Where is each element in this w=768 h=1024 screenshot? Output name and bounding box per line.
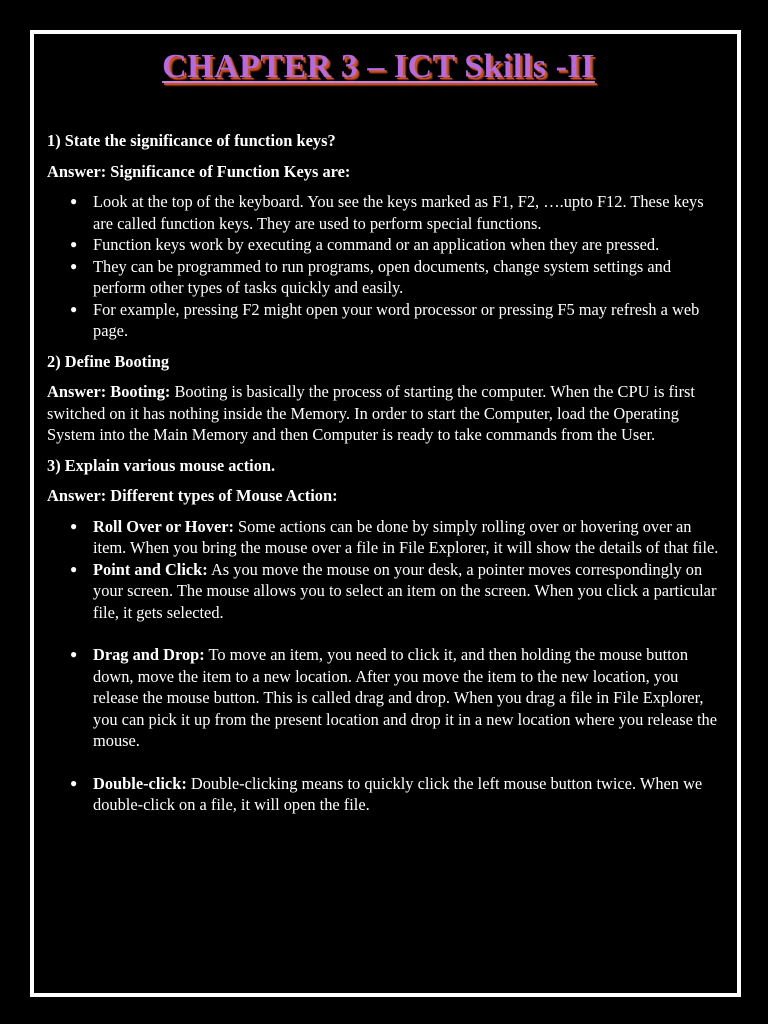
bullet-icon: ●: [70, 561, 78, 576]
bullet-icon: ●: [70, 194, 78, 208]
question-1: 1) State the significance of function keys?: [47, 131, 336, 150]
answer-3-label: Answer: Different types of Mouse Action:: [47, 486, 338, 505]
list-item: ● Roll Over or Hover: Some actions can be done by simply rolling over or hovering over an item. When you bring the mouse over a file in File Explorer, it will show the details of that file.: [70, 516, 719, 557]
list-item: ● Function keys work by executing a command or an application when they are pressed.: [70, 235, 660, 254]
list-item: ● Drag and Drop: To move an item, you need to click it, and then holding the mouse button down, move the item to a new location. After you move the item to the new location, you release the mouse button. This is called drag and drop. When you drag a file in File Explorer, you can pick it up from the present location and drop it in a new location where you release the mouse.: [70, 645, 718, 750]
term: Roll Over or Hover:: [93, 516, 234, 536]
term: Drag and Drop:: [93, 645, 205, 664]
bullet-icon: ●: [70, 301, 78, 316]
answer-2-lead: Answer: Booting:: [47, 382, 171, 401]
answer-3-list: [47, 516, 723, 816]
answer-2-text: Booting is basically the process of starting the computer. When the CPU is first switched on it has nothing inside the Memory. In order to start the Computer, load the Operating System into the Main Memory and then Computer is ready to take commands from the User.: [47, 382, 695, 444]
list-item: ● For example, pressing F2 might open your word processor or pressing F5 may refresh a web page.: [70, 299, 700, 340]
term: Point and Click:: [93, 559, 208, 579]
answer-2: [47, 381, 723, 446]
bullet-icon: ●: [70, 775, 78, 790]
chapter-title: CHAPTER 3 – ICT Skills -II: [162, 48, 595, 85]
bullet-icon: ●: [70, 518, 78, 533]
term: Double-click:: [93, 773, 187, 793]
answer-1-label: Answer: Significance of Function Keys are:: [47, 161, 351, 181]
list-item: ● Point and Click: As you move the mouse on your desk, a pointer moves correspondingly on your screen. The mouse allows you to select an item on the screen. When you click a particular file, it gets selected.: [70, 559, 717, 622]
page-border: [30, 30, 741, 997]
question-3: 3) Explain various mouse action.: [47, 455, 276, 475]
answer-1-list: [47, 191, 723, 342]
bullet-icon: ●: [70, 237, 78, 251]
list-item: ● Double-click: Double-clicking means to quickly click the left mouse button twice. When we double-click on a file, it will open the file.: [70, 773, 703, 814]
bullet-icon: ●: [70, 647, 78, 661]
question-2: 2) Define Booting: [47, 351, 170, 371]
list-item: ● Look at the top of the keyboard. You see the keys marked as F1, F2, ….upto F12. These keys are called function keys. They are used to perform special functions.: [70, 192, 704, 233]
list-item: ● They can be programmed to run programs, open documents, change system settings and perform other types of tasks quickly and easily.: [70, 256, 672, 297]
bullet-icon: ●: [70, 258, 78, 273]
document-body: [47, 130, 723, 825]
